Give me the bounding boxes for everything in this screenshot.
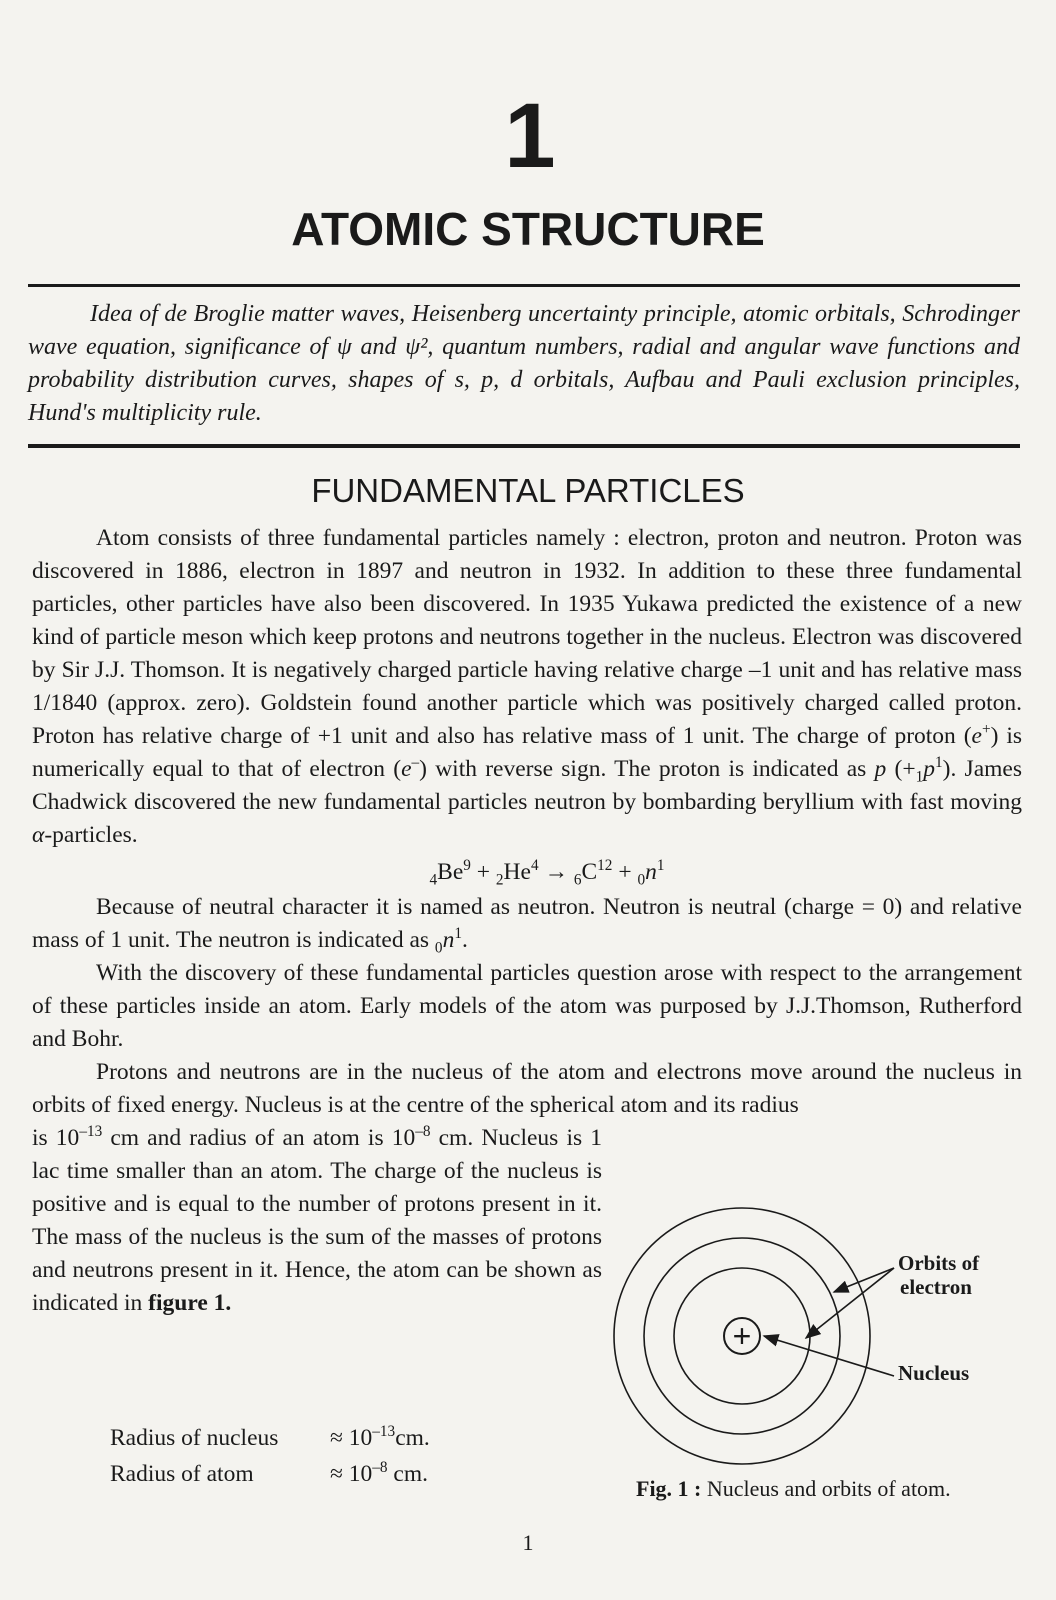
paragraph-atomic-models: With the discovery of these fundamental particles question arose with respect to the arrangement of these particles inside an atom. Early models of the atom was purposed by J.J.Thomson, Rutherford and Bohr. <box>32 960 1022 1052</box>
paragraph-fundamental-particles: Atom consists of three fundamental particles namely : electron, proton and neutron. Proton was discovered in 1886, electron in 1897 and neutron in 1932. In addition to these three fundamental particles, other particles have also been discovered. In 1935 Yukawa predicted the existence of a new kind of particle meson which keep protons and neutrons together in the nucleus. Electron was discovered by Sir J.J. Thomson. It is negatively charged particle having relative charge –1 unit and has relative mass 1/1840 (approx. zero). Goldstein found another particle which was positively charged called proton. Proton has relative charge of +1 unit and also has relative mass of 1 unit. The charge of proton (e+) is numerically equal to that of electron (e–) with reverse sign. The proton is indicated as p $(+_1p^1)$. James Chadwick discovered the new fundamental particles neutron by bombarding beryllium with fast moving α-particles. <box>32 525 1023 848</box>
label-nucleus: Nucleus <box>898 1361 970 1385</box>
radius-nucleus: Radius of nucleus ≈ $10^{-13}cm$. <box>110 1423 430 1451</box>
paragraph-neutron: Because of neutral character it is named as neutron. Neutron is neutral (charge = 0) and relative mass of 1 unit. The neutron is indicated as $_0n^1$. <box>32 894 1022 957</box>
page-number: 1 <box>522 1530 534 1555</box>
syllabus-text: Idea of de Broglie matter waves, Heisenberg uncertainty principle, atomic orbitals, Schrodinger wave equation, significance of ψ and ψ², quantum numbers, radial and angular wave functions and probability distribution curves, shapes of s, p, d orbitals, Aufbau and Pauli exclusion principles, Hund's multiplicity rule. <box>28 301 1020 426</box>
nucleus-pointer <box>764 1336 894 1376</box>
section-heading: FUNDAMENTAL PARTICLES <box>311 472 745 509</box>
figure-reference: figure 1. <box>148 1290 232 1316</box>
figure-caption: Fig. 1 : Nucleus and orbits of atom. <box>636 1476 951 1501</box>
paragraph-nucleus-intro: Protons and neutrons are in the nucleus of the atom and electrons move around the nucleus in orbits of fixed energy. Nucleus is at the centre of the spherical atom and its radius <box>32 1059 1022 1118</box>
nucleus-plus-symbol: + <box>732 1318 752 1354</box>
radius-atom: Radius of atom ≈ $10^{-8}$ cm. <box>110 1459 429 1487</box>
chapter-title: ATOMIC STRUCTURE <box>291 203 765 255</box>
nuclear-reaction-equation: $_4Be^9 + _2He^4 \to _6C^{12} + _0n^1$ <box>429 857 665 889</box>
top-divider <box>28 284 1020 287</box>
paragraph-nucleus-details: is $10^{-13}$ cm and radius of an atom is $10^{-8}$ cm. Nucleus is 1 lac time smaller than an atom. The charge of the nucleus is positive and is equal to the number of protons present in it. The mass of the nucleus is the sum of the masses of protons and neutrons present in it. Hence, the atom can be shown as indicated in figure 1. <box>32 1123 602 1316</box>
label-orbits-line1: Orbits of <box>898 1251 980 1275</box>
bottom-divider <box>28 444 1020 448</box>
atom-orbit-figure <box>612 1190 1032 1490</box>
label-orbits-line2: electron <box>900 1275 972 1299</box>
orbits-pointer-1 <box>834 1268 894 1292</box>
chapter-number: 1 <box>504 85 552 187</box>
orbits-pointer-2 <box>806 1268 894 1338</box>
syllabus-summary <box>28 298 1020 430</box>
radius-list <box>110 1420 430 1492</box>
